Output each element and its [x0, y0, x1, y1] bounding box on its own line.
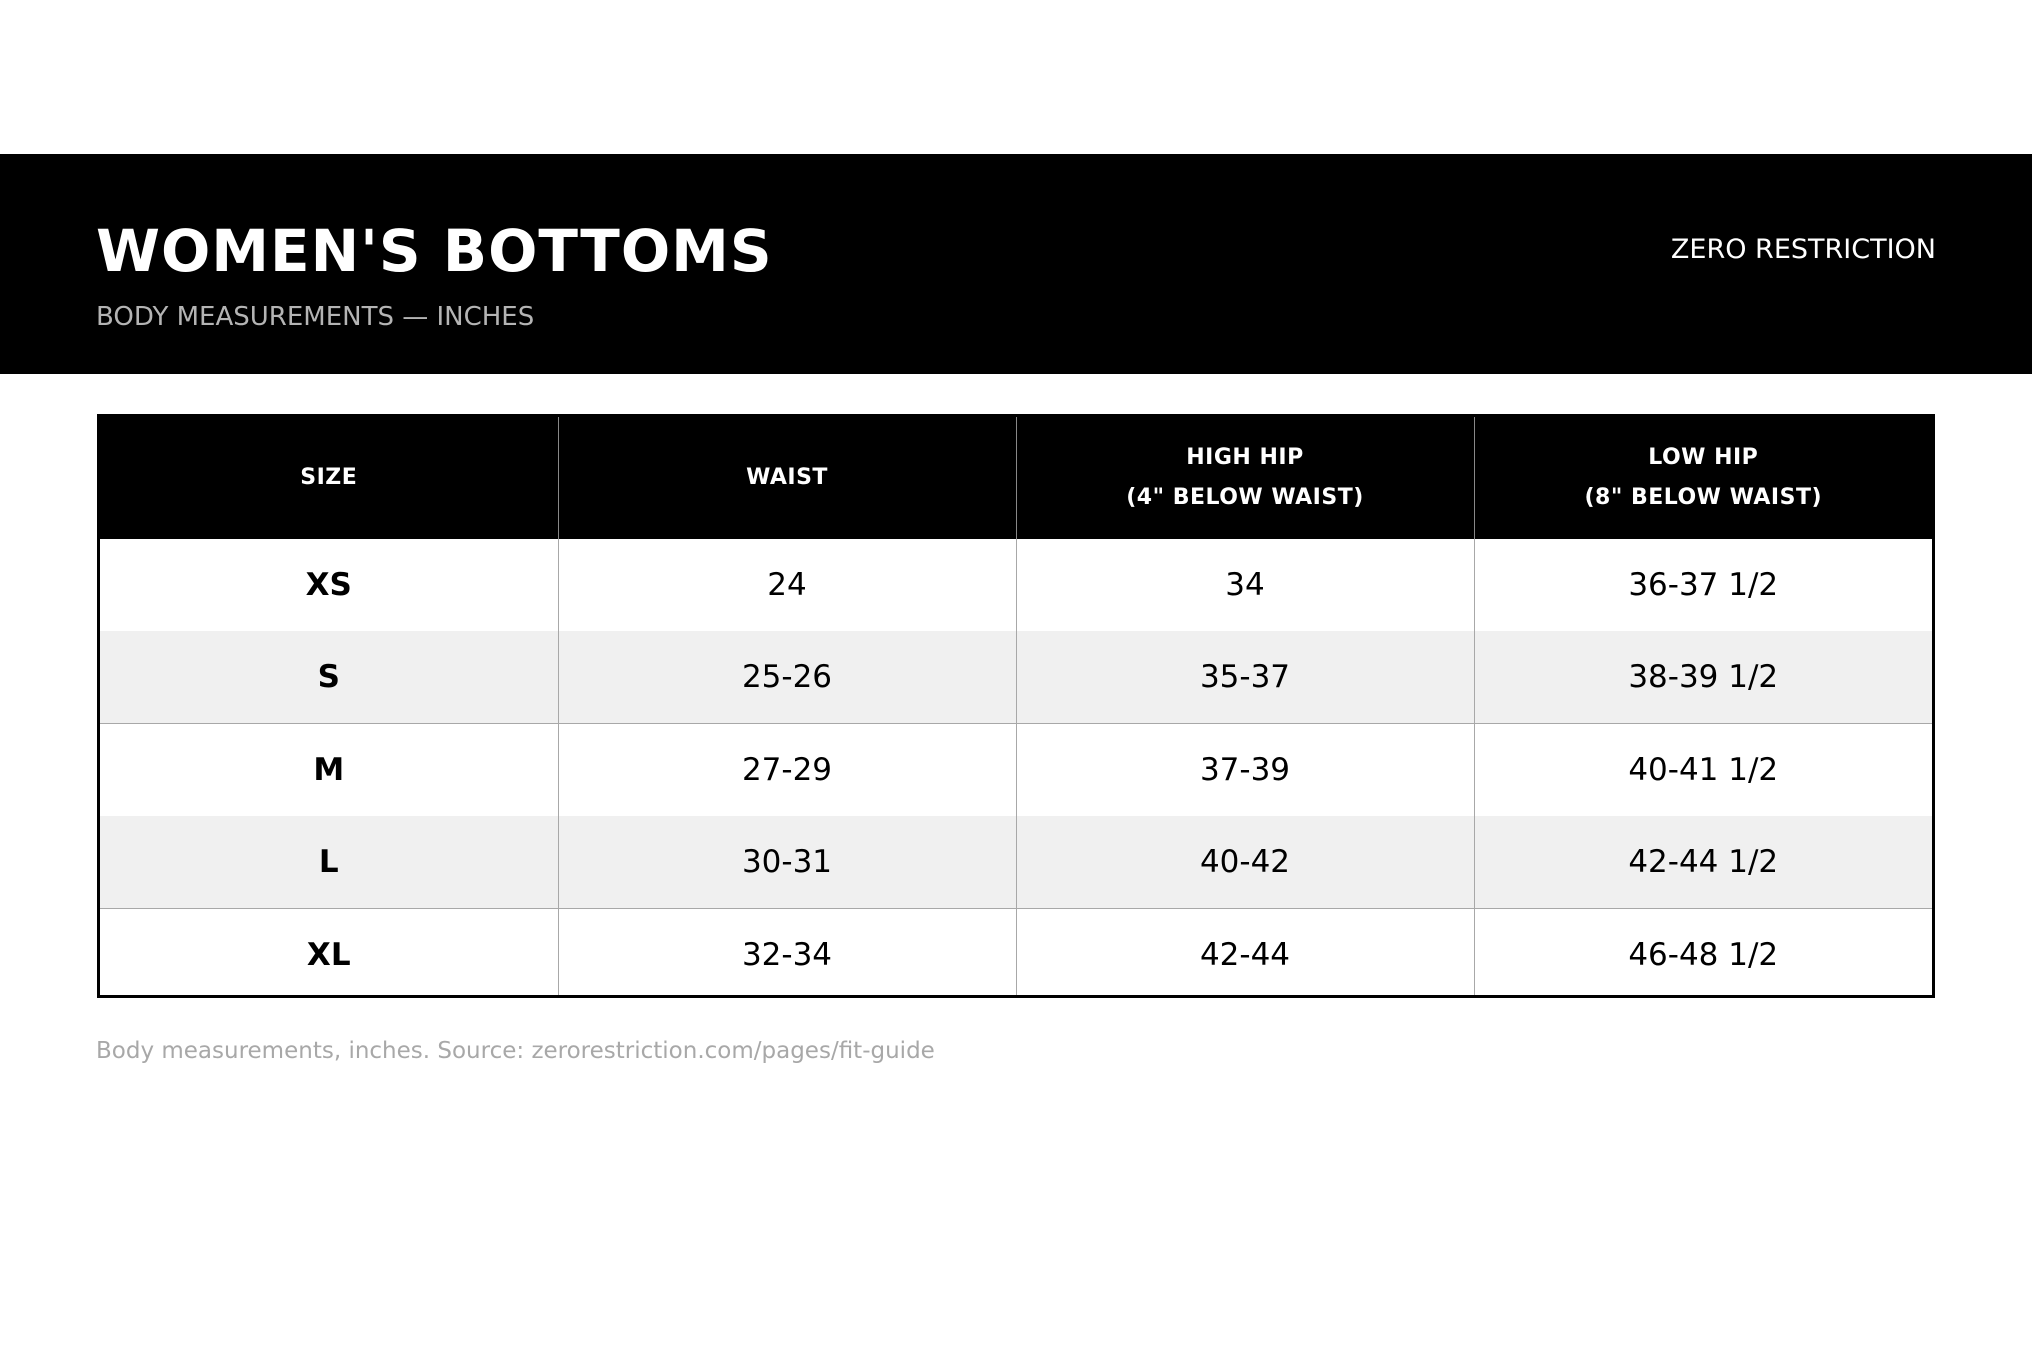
- column-header-label: LOW HIP: [1648, 445, 1759, 470]
- column-header-sublabel: (8" BELOW WAIST): [1584, 485, 1823, 510]
- size-cell: XL: [100, 909, 558, 999]
- low-hip-cell: 42-44 1/2: [1474, 816, 1932, 909]
- size-cell: S: [100, 631, 558, 724]
- page-subtitle: BODY MEASUREMENTS — INCHES: [96, 302, 535, 332]
- waist-cell: 32-34: [558, 909, 1016, 999]
- high-hip-cell: 35-37: [1016, 631, 1474, 724]
- low-hip-cell: 40-41 1/2: [1474, 724, 1932, 817]
- low-hip-cell: 38-39 1/2: [1474, 631, 1932, 724]
- table-row: [100, 724, 1932, 817]
- column-header-waist: [558, 417, 1016, 539]
- size-cell: L: [100, 816, 558, 909]
- table-row: [100, 539, 1932, 631]
- high-hip-cell: 34: [1016, 539, 1474, 631]
- column-header-label: WAIST: [746, 465, 828, 490]
- size-cell: M: [100, 724, 558, 817]
- brand-name: ZERO RESTRICTION: [1670, 234, 1936, 265]
- low-hip-cell: 36-37 1/2: [1474, 539, 1932, 631]
- source-footnote: Body measurements, inches. Source: zerorestriction.com/pages/fit-guide: [96, 1038, 935, 1064]
- high-hip-cell: 42-44: [1016, 909, 1474, 999]
- high-hip-cell: 37-39: [1016, 724, 1474, 817]
- column-header-sublabel: (4" BELOW WAIST): [1126, 485, 1364, 510]
- column-header-size: [100, 417, 558, 539]
- size-chart-table: [97, 414, 1935, 998]
- column-header-high-hip: [1016, 417, 1474, 539]
- column-header-label: SIZE: [300, 465, 358, 490]
- waist-cell: 30-31: [558, 816, 1016, 909]
- waist-cell: 25-26: [558, 631, 1016, 724]
- high-hip-cell: 40-42: [1016, 816, 1474, 909]
- table-row: [100, 631, 1932, 724]
- waist-cell: 24: [558, 539, 1016, 631]
- table-row: [100, 816, 1932, 909]
- column-header-low-hip: [1474, 417, 1932, 539]
- column-header-label: HIGH HIP: [1186, 445, 1304, 470]
- table-header-row: [100, 417, 1932, 539]
- low-hip-cell: 46-48 1/2: [1474, 909, 1932, 999]
- size-cell: XS: [305, 567, 352, 603]
- waist-cell: 27-29: [558, 724, 1016, 817]
- page-title: WOMEN'S BOTTOMS: [96, 217, 773, 285]
- table-row: [100, 909, 1932, 999]
